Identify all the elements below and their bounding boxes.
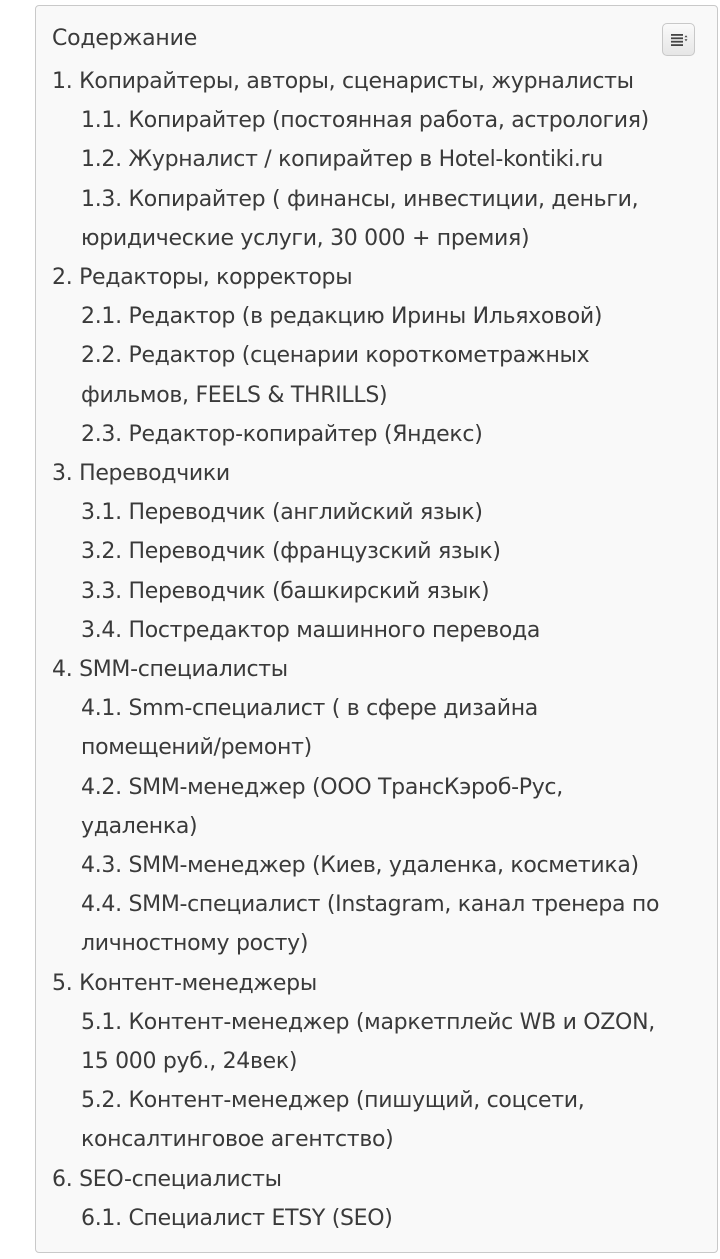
- toc-item-label: 1. Копирайтеры, авторы, сценаристы, журналисты: [52, 69, 634, 94]
- toc-title: Содержание: [52, 26, 198, 51]
- toc-item-label-continued: фильмов, FEELS & THRILLS): [81, 382, 388, 408]
- toc-item-label: 4.3. SMM-менеджер (Киев, удаленка, косметика): [81, 853, 639, 879]
- toc-section-link[interactable]: [52, 1160, 712, 1199]
- list-toggle-icon: [671, 34, 688, 46]
- toc-item-label: 4. SMM-специалисты: [52, 657, 288, 683]
- toc-subsection-link[interactable]: [52, 336, 712, 414]
- toc-item-label-continued: личностному росту): [81, 931, 309, 957]
- toc-item-label: 1.2. Журналист / копирайтер в Hotel-kontiki.ru: [81, 147, 603, 173]
- toc-item-label-continued: помещений/ремонт): [81, 735, 312, 761]
- toc-item-label: 5.2. Контент-менеджер (пишущий, соцсети,: [81, 1088, 585, 1114]
- toc-section-link[interactable]: [52, 964, 712, 1003]
- toc-subsection-link[interactable]: [52, 846, 712, 885]
- toc-item-label: 3.4. Постредактор машинного перевода: [81, 617, 541, 643]
- toc-subsection-link[interactable]: [52, 101, 712, 140]
- toc-item-label: 1.1. Копирайтер (постоянная работа, астрология): [81, 108, 649, 134]
- toc-subsection-link[interactable]: [52, 689, 712, 767]
- toc-item-label: 4.4. SMM-специалист (Instagram, канал тренера по: [81, 892, 660, 918]
- toc-item-label: 2.2. Редактор (сценарии короткометражных: [81, 343, 590, 369]
- toc-item-label-continued: 15 000 руб., 24век): [81, 1049, 298, 1075]
- toc-subsection-link[interactable]: [52, 297, 712, 336]
- toc-list: [52, 62, 712, 1238]
- toc-toggle-button[interactable]: [662, 23, 695, 56]
- toc-item-label: 4.1. Smm-специалист ( в сфере дизайна: [81, 696, 538, 722]
- toc-section-link[interactable]: [52, 650, 712, 689]
- toc-item-label-continued: консалтинговое агентство): [81, 1127, 394, 1153]
- toc-section-link[interactable]: [52, 62, 712, 101]
- toc-item-label-continued: юридические услуги, 30 000 + премия): [81, 225, 530, 251]
- toc-item-label-continued: удаленка): [81, 813, 198, 839]
- toc-item-label: 3.1. Переводчик (английский язык): [81, 500, 483, 526]
- toc-item-label: 2.3. Редактор-копирайтер (Яндекс): [81, 421, 483, 447]
- toc-item-label: 6. SEO-специалисты: [52, 1166, 282, 1192]
- toc-item-label: 1.3. Копирайтер ( финансы, инвестиции, деньги,: [81, 186, 639, 212]
- toc-subsection-link[interactable]: [52, 415, 712, 454]
- toc-subsection-link[interactable]: [52, 611, 712, 650]
- table-of-contents: [35, 5, 718, 1253]
- toc-item-label: 5. Контент-менеджеры: [52, 970, 317, 996]
- toc-item-label: 2.1. Редактор (в редакцию Ирины Ильяховой): [81, 304, 603, 330]
- toc-subsection-link[interactable]: [52, 572, 712, 611]
- toc-subsection-link[interactable]: [52, 140, 712, 179]
- toc-section-link[interactable]: [52, 454, 712, 493]
- toc-subsection-link[interactable]: [52, 768, 712, 846]
- toc-subsection-link[interactable]: [52, 493, 712, 532]
- toc-subsection-link[interactable]: [52, 532, 712, 571]
- toc-subsection-link[interactable]: [52, 885, 712, 963]
- toc-subsection-link[interactable]: [52, 1199, 712, 1238]
- toc-item-label: 3.3. Переводчик (башкирский язык): [81, 578, 490, 604]
- toc-item-label: 5.1. Контент-менеджер (маркетплейс WB и OZON,: [81, 1009, 655, 1035]
- toc-item-label: 3. Переводчики: [52, 461, 230, 487]
- toc-section-link[interactable]: [52, 258, 712, 297]
- toc-item-label: 3.2. Переводчик (французский язык): [81, 539, 501, 565]
- toc-subsection-link[interactable]: [52, 1003, 712, 1081]
- toc-item-label: 2. Редакторы, корректоры: [52, 265, 353, 291]
- toc-item-label: 4.2. SMM-менеджер (ООО ТрансКэроб-Рус,: [81, 774, 563, 800]
- toc-item-label: 6.1. Специалист ETSY (SEO): [81, 1205, 393, 1231]
- toc-subsection-link[interactable]: [52, 1081, 712, 1159]
- toc-subsection-link[interactable]: [52, 180, 712, 258]
